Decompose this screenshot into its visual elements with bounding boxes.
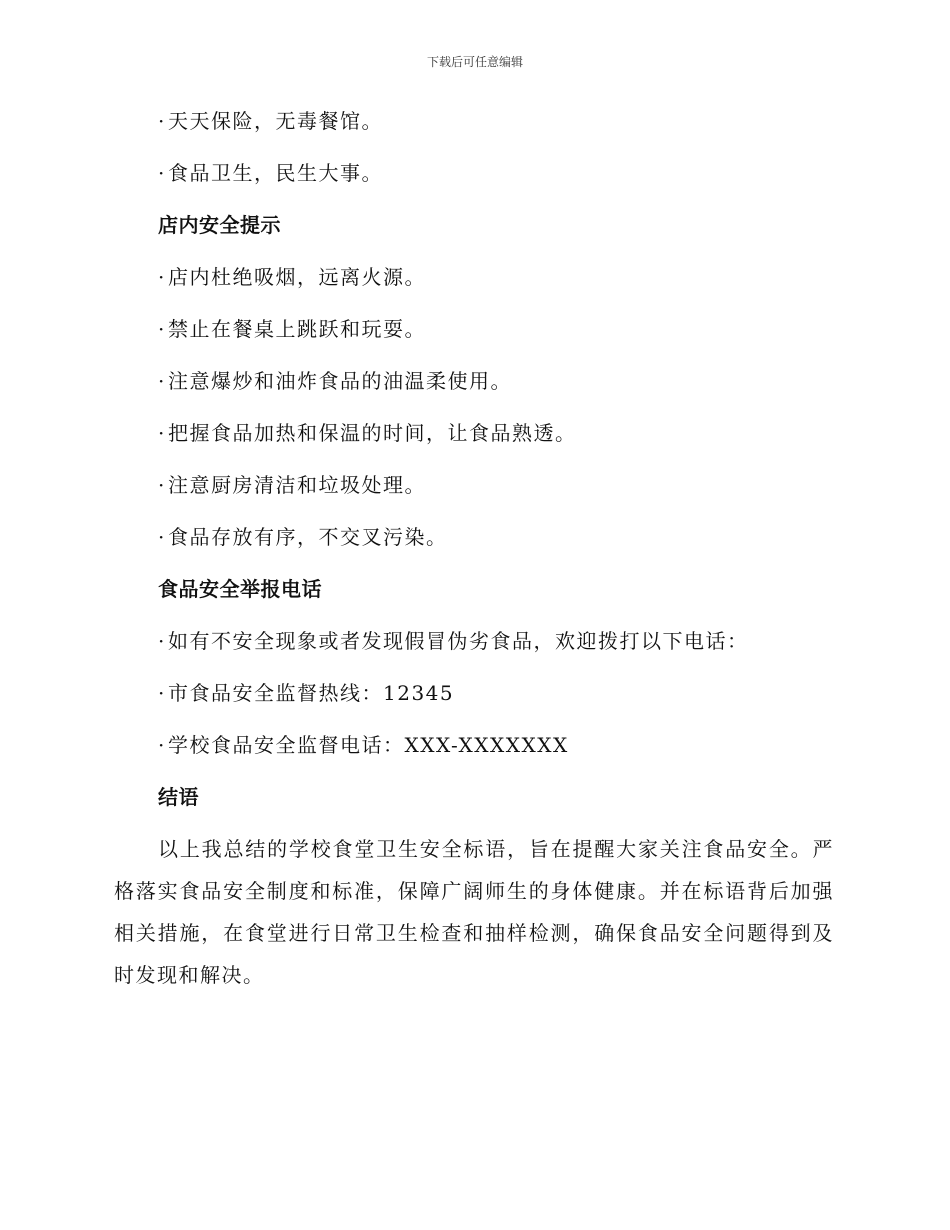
bullet-item: [114, 472, 834, 498]
bullet-item: [114, 316, 834, 342]
section-heading-store-safety: 店内安全提示: [158, 213, 281, 237]
bullet-item: [114, 524, 834, 550]
bullet-item: [114, 264, 834, 290]
bullet-marker: ·: [158, 265, 166, 289]
bullet-item: [114, 680, 834, 706]
bullet-marker: ·: [158, 109, 166, 133]
bullet-marker: ·: [158, 369, 166, 393]
bullet-marker: ·: [158, 733, 166, 757]
page-header: 下载后可任意编辑: [426, 55, 523, 69]
bullet-marker: ·: [158, 317, 166, 341]
bullet-marker: ·: [158, 629, 166, 653]
bullet-item: [114, 368, 834, 394]
bullet-text: 禁止在餐桌上跳跃和玩耍。: [168, 317, 426, 341]
bullet-text: 如有不安全现象或者发现假冒伪劣食品，欢迎拨打以下电话：: [168, 629, 749, 653]
bullet-marker: ·: [158, 421, 166, 445]
bullet-marker: ·: [158, 681, 166, 705]
bullet-text: 天天保险，无毒餐馆。: [168, 109, 383, 133]
bullet-text: 食品卫生，民生大事。: [168, 161, 383, 185]
bullet-item: [114, 160, 834, 186]
bullet-text: 把握食品加热和保温的时间，让食品熟透。: [168, 421, 577, 445]
bullet-text: 市食品安全监督热线：12345: [168, 681, 455, 705]
bullet-item: [114, 420, 834, 446]
bullet-text: 注意爆炒和油炸食品的油温柔使用。: [168, 369, 512, 393]
conclusion-paragraph: 以上我总结的学校食堂卫生安全标语，旨在提醒大家关注食品安全。严格落实食品安全制度和标准，保障广阔师生的身体健康。并在标语背后加强相关措施，在食堂进行日常卫生检查和抽样检测，确保食品安全问题得到及时发现和解决。: [114, 837, 834, 987]
bullet-marker: ·: [158, 525, 166, 549]
bullet-text: 学校食品安全监督电话：XXX-XXXXXXX: [168, 733, 569, 757]
bullet-text: 店内杜绝吸烟，远离火源。: [168, 265, 426, 289]
bullet-item: [114, 108, 834, 134]
document-body: [114, 108, 834, 996]
bullet-marker: ·: [158, 473, 166, 497]
section-heading-report-hotline: 食品安全举报电话: [158, 577, 322, 601]
bullet-text: 食品存放有序，不交叉污染。: [168, 525, 448, 549]
bullet-item: [114, 732, 834, 758]
section-heading-conclusion: 结语: [158, 785, 199, 809]
bullet-item: [114, 628, 834, 654]
bullet-text: 注意厨房清洁和垃圾处理。: [168, 473, 426, 497]
bullet-marker: ·: [158, 161, 166, 185]
